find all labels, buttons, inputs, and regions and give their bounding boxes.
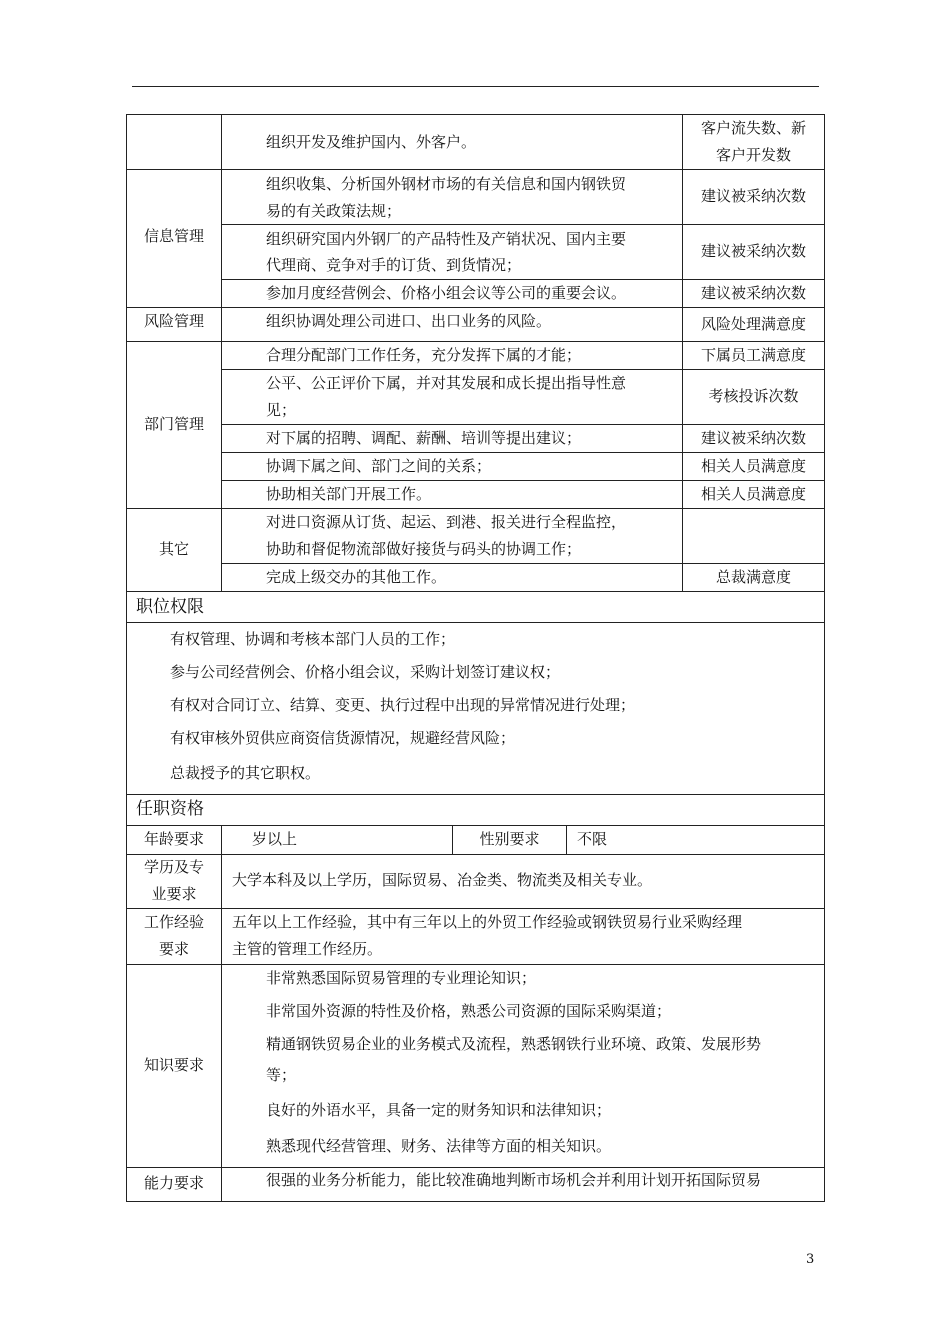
duty-text: 公平、公正评价下属，并对其发展和成长提出指导性意 bbox=[266, 374, 627, 392]
gender-value: 不限 bbox=[577, 830, 608, 848]
duty-metric: 建议被采纳次数 bbox=[700, 429, 806, 447]
gender-label: 性别要求 bbox=[479, 830, 540, 848]
duty-text: 组织协调处理公司进口、出口业务的风险。 bbox=[266, 312, 552, 330]
duty-category-department-management: 部门管理 bbox=[143, 415, 204, 433]
duty-text: 代理商、竞争对手的订货、到货情况； bbox=[266, 256, 522, 274]
duty-metric: 建议被采纳次数 bbox=[700, 242, 806, 260]
duty-metric: 客户开发数 bbox=[715, 146, 791, 164]
knowledge-item: 良好的外语水平，具备一定的财务知识和法律知识； bbox=[266, 1101, 612, 1119]
knowledge-item: 非常国外资源的特性及价格，熟悉公司资源的国际采购渠道； bbox=[266, 1002, 672, 1020]
duty-text: 协调下属之间、部门之间的关系； bbox=[266, 457, 492, 475]
row-divider bbox=[127, 622, 824, 623]
row-divider bbox=[127, 794, 824, 795]
duty-text: 易的有关政策法规； bbox=[266, 202, 402, 220]
duty-metric: 下属员工满意度 bbox=[700, 346, 806, 364]
duty-text: 协助相关部门开展工作。 bbox=[266, 485, 432, 503]
section-heading-authority: 职位权限 bbox=[136, 597, 204, 617]
row-divider bbox=[127, 591, 824, 592]
education-label: 业要求 bbox=[151, 885, 197, 903]
authority-item: 有权审核外贸供应商资信货源情况，规避经营风险； bbox=[170, 729, 516, 747]
duty-text: 完成上级交办的其他工作。 bbox=[266, 568, 447, 586]
authority-item: 有权对合同订立、结算、变更、执行过程中出现的异常情况进行处理； bbox=[170, 696, 636, 714]
column-divider bbox=[221, 825, 222, 1201]
duty-metric: 客户流失数、新 bbox=[700, 119, 806, 137]
duty-text: 对进口资源从订货、起运、到港、报关进行全程监控， bbox=[266, 513, 627, 531]
knowledge-item: 精通钢铁贸易企业的业务模式及流程，熟悉钢铁行业环境、政策、发展形势 bbox=[266, 1035, 762, 1053]
duty-text: 组织研究国内外钢厂的产品特性及产销状况、国内主要 bbox=[266, 230, 627, 248]
row-divider bbox=[127, 169, 824, 170]
duty-metric: 风险处理满意度 bbox=[700, 315, 806, 333]
age-value: 岁以上 bbox=[252, 830, 298, 848]
duty-metric: 建议被采纳次数 bbox=[700, 284, 806, 302]
section-heading-qualifications: 任职资格 bbox=[136, 799, 204, 819]
page-number: 3 bbox=[806, 1252, 815, 1267]
duty-text: 对下属的招聘、调配、薪酬、培训等提出建议； bbox=[266, 429, 582, 447]
experience-label: 要求 bbox=[158, 940, 189, 958]
duty-category-other: 其它 bbox=[158, 540, 189, 558]
duty-category-risk-management: 风险管理 bbox=[143, 312, 204, 330]
duty-text: 参加月度经营例会、价格小组会议等公司的重要会议。 bbox=[266, 284, 627, 302]
duty-metric: 总裁满意度 bbox=[715, 568, 791, 586]
duty-text: 见； bbox=[266, 401, 297, 419]
duty-metric: 建议被采纳次数 bbox=[700, 187, 806, 205]
knowledge-item: 等； bbox=[266, 1066, 297, 1084]
duty-text: 协助和督促物流部做好接货与码头的协调工作； bbox=[266, 540, 582, 558]
education-label: 学历及专 bbox=[143, 858, 204, 876]
authority-item: 参与公司经营例会、价格小组会议，采购计划签订建议权； bbox=[170, 663, 561, 681]
ability-label: 能力要求 bbox=[143, 1174, 204, 1192]
column-divider bbox=[566, 825, 567, 854]
age-label: 年龄要求 bbox=[143, 830, 204, 848]
authority-item: 总裁授予的其它职权。 bbox=[170, 764, 321, 782]
duty-category-info-management: 信息管理 bbox=[143, 227, 204, 245]
knowledge-label: 知识要求 bbox=[143, 1056, 204, 1074]
duty-metric: 相关人员满意度 bbox=[700, 457, 806, 475]
ability-value: 很强的业务分析能力，能比较准确地判断市场机会并利用计划开拓国际贸易 bbox=[266, 1171, 762, 1189]
duty-text: 组织开发及维护国内、外客户。 bbox=[266, 133, 477, 151]
experience-value: 主管的管理工作经历。 bbox=[232, 940, 383, 958]
column-divider bbox=[221, 115, 222, 591]
row-divider bbox=[127, 854, 824, 855]
knowledge-item: 熟悉现代经营管理、财务、法律等方面的相关知识。 bbox=[266, 1137, 612, 1155]
duty-text: 组织收集、分析国外钢材市场的有关信息和国内钢铁贸 bbox=[266, 175, 627, 193]
knowledge-item: 非常熟悉国际贸易管理的专业理论知识； bbox=[266, 969, 537, 987]
duty-text: 合理分配部门工作任务，充分发挥下属的才能； bbox=[266, 346, 582, 364]
duty-metric: 相关人员满意度 bbox=[700, 485, 806, 503]
education-value: 大学本科及以上学历，国际贸易、冶金类、物流类及相关专业。 bbox=[232, 871, 653, 889]
experience-value: 五年以上工作经验，其中有三年以上的外贸工作经验或钢铁贸易行业采购经理 bbox=[232, 913, 743, 931]
header-rule bbox=[132, 86, 819, 87]
experience-label: 工作经验 bbox=[143, 913, 204, 931]
duty-metric: 考核投诉次数 bbox=[708, 387, 799, 405]
authority-item: 有权管理、协调和考核本部门人员的工作； bbox=[170, 630, 456, 648]
